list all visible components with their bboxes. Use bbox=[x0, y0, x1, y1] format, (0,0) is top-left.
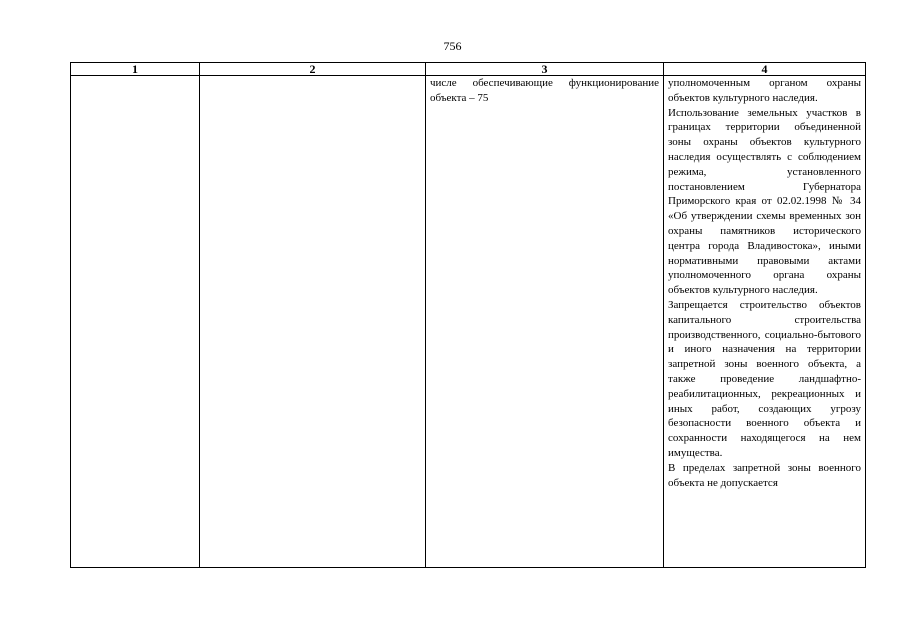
table-header-row bbox=[71, 63, 866, 76]
column-header-2: 2 bbox=[200, 63, 426, 76]
cell-col1 bbox=[71, 76, 200, 568]
cell-col4-paragraph-3: Запрещается строительство объектов капитального строительства производственного, социально-бытового и иного назначения на территории запретной зоны военного объекта, а также проведение ландшафтно-реабилитационных, рекреационных и иных работ, создающих угрозу безопасности военного объекта и сохранности находящегося на нем имущества. bbox=[668, 298, 861, 459]
table-row bbox=[71, 76, 866, 568]
cell-col3 bbox=[426, 76, 664, 568]
cell-col3-text: числе обеспечивающие функционирование объекта – 75 bbox=[430, 77, 659, 104]
column-header-3: 3 bbox=[426, 63, 664, 76]
regulation-table bbox=[70, 62, 866, 568]
cell-col4 bbox=[664, 76, 866, 568]
cell-col4-paragraph-2: Использование земельных участков в границах территории объединенной зоны охраны объектов культурного наследия осуществлять с соблюдением режима, установленного постановлением Губернатора Приморского края от 02.02.1998 № 34 «Об утверждении схемы временных зон охраны памятников исторического центра города Владивостока», иными нормативными правовыми актами уполномоченного органа охраны объектов культурного наследия. bbox=[668, 106, 861, 297]
column-header-4: 4 bbox=[664, 63, 866, 76]
cell-col4-paragraph-1: уполномоченным органом охраны объектов культурного наследия. bbox=[668, 77, 861, 104]
column-header-1: 1 bbox=[71, 63, 200, 76]
page-number: 756 bbox=[443, 39, 462, 53]
cell-col2 bbox=[200, 76, 426, 568]
cell-col4-paragraph-4: В пределах запретной зоны военного объекта не допускается bbox=[668, 461, 861, 489]
